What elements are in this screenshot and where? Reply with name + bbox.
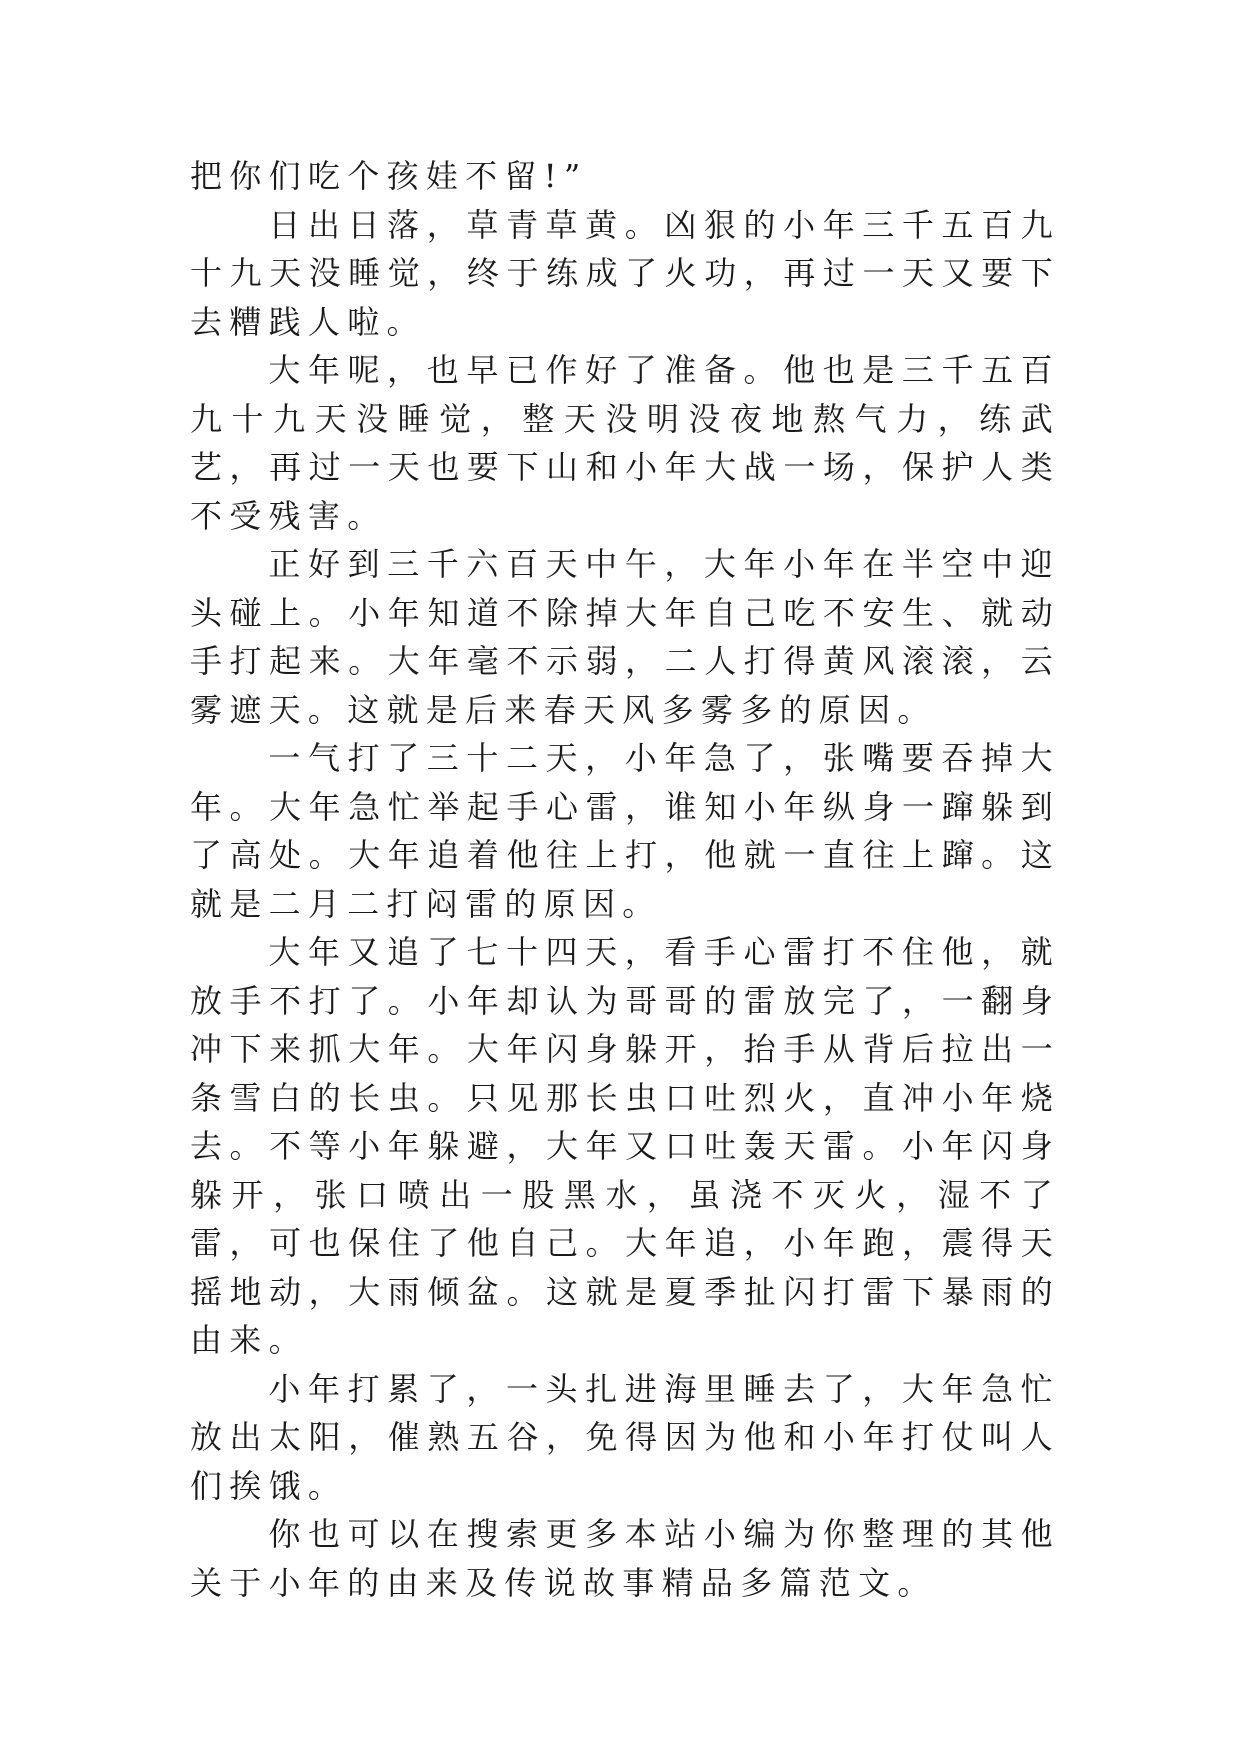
paragraph: 正好到三千六百天中午，大年小年在半空中迎头碰上。小年知道不除掉大年自己吃不安生、就动手打起来。大年毫不示弱，二人打得黄风滚滚，云雾遮天。这就是后来春天风多雾多的原因。 xyxy=(190,545,1060,729)
paragraph: 小年打累了，一头扎进海里睡去了，大年急忙放出太阳，催熟五谷，免得因为他和小年打仗叫人们挨饿。 xyxy=(190,1369,1060,1505)
paragraph: 大年呢，也早已作好了准备。他也是三千五百九十九天没睡觉，整天没明没夜地熬气力，练武艺，再过一天也要下山和小年大战一场，保护人类不受残害。 xyxy=(190,351,1060,535)
paragraph: 一气打了三十二天，小年急了，张嘴要吞掉大年。大年急忙举起手心雷，谁知小年纵身一蹿躲到了高处。大年追着他往上打，他就一直往上蹿。这就是二月二打闷雷的原因。 xyxy=(190,739,1060,923)
paragraph: 你也可以在搜索更多本站小编为你整理的其他关于小年的由来及传说故事精品多篇范文。 xyxy=(190,1515,1060,1602)
document-body xyxy=(190,152,1060,1607)
paragraph: 大年又追了七十四天，看手心雷打不住他，就放手不打了。小年却认为哥哥的雷放完了，一翻身冲下来抓大年。大年闪身躲开，抬手从背后拉出一条雪白的长虫。只见那长虫口吐烈火，直冲小年烧去。不等小年躲避，大年又口吐轰天雷。小年闪身躲开，张口喷出一股黑水，虽浇不灭火，湿不了雷，可也保住了他自己。大年追，小年跑，震得天摇地动，大雨倾盆。这就是夏季扯闪打雷下暴雨的由来。 xyxy=(190,933,1060,1359)
paragraph-continuation: 把你们吃个孩娃不留!” xyxy=(190,157,588,195)
paragraph: 日出日落，草青草黄。凶狠的小年三千五百九十九天没睡觉，终于练成了火功，再过一天又要下去糟践人啦。 xyxy=(190,205,1060,341)
